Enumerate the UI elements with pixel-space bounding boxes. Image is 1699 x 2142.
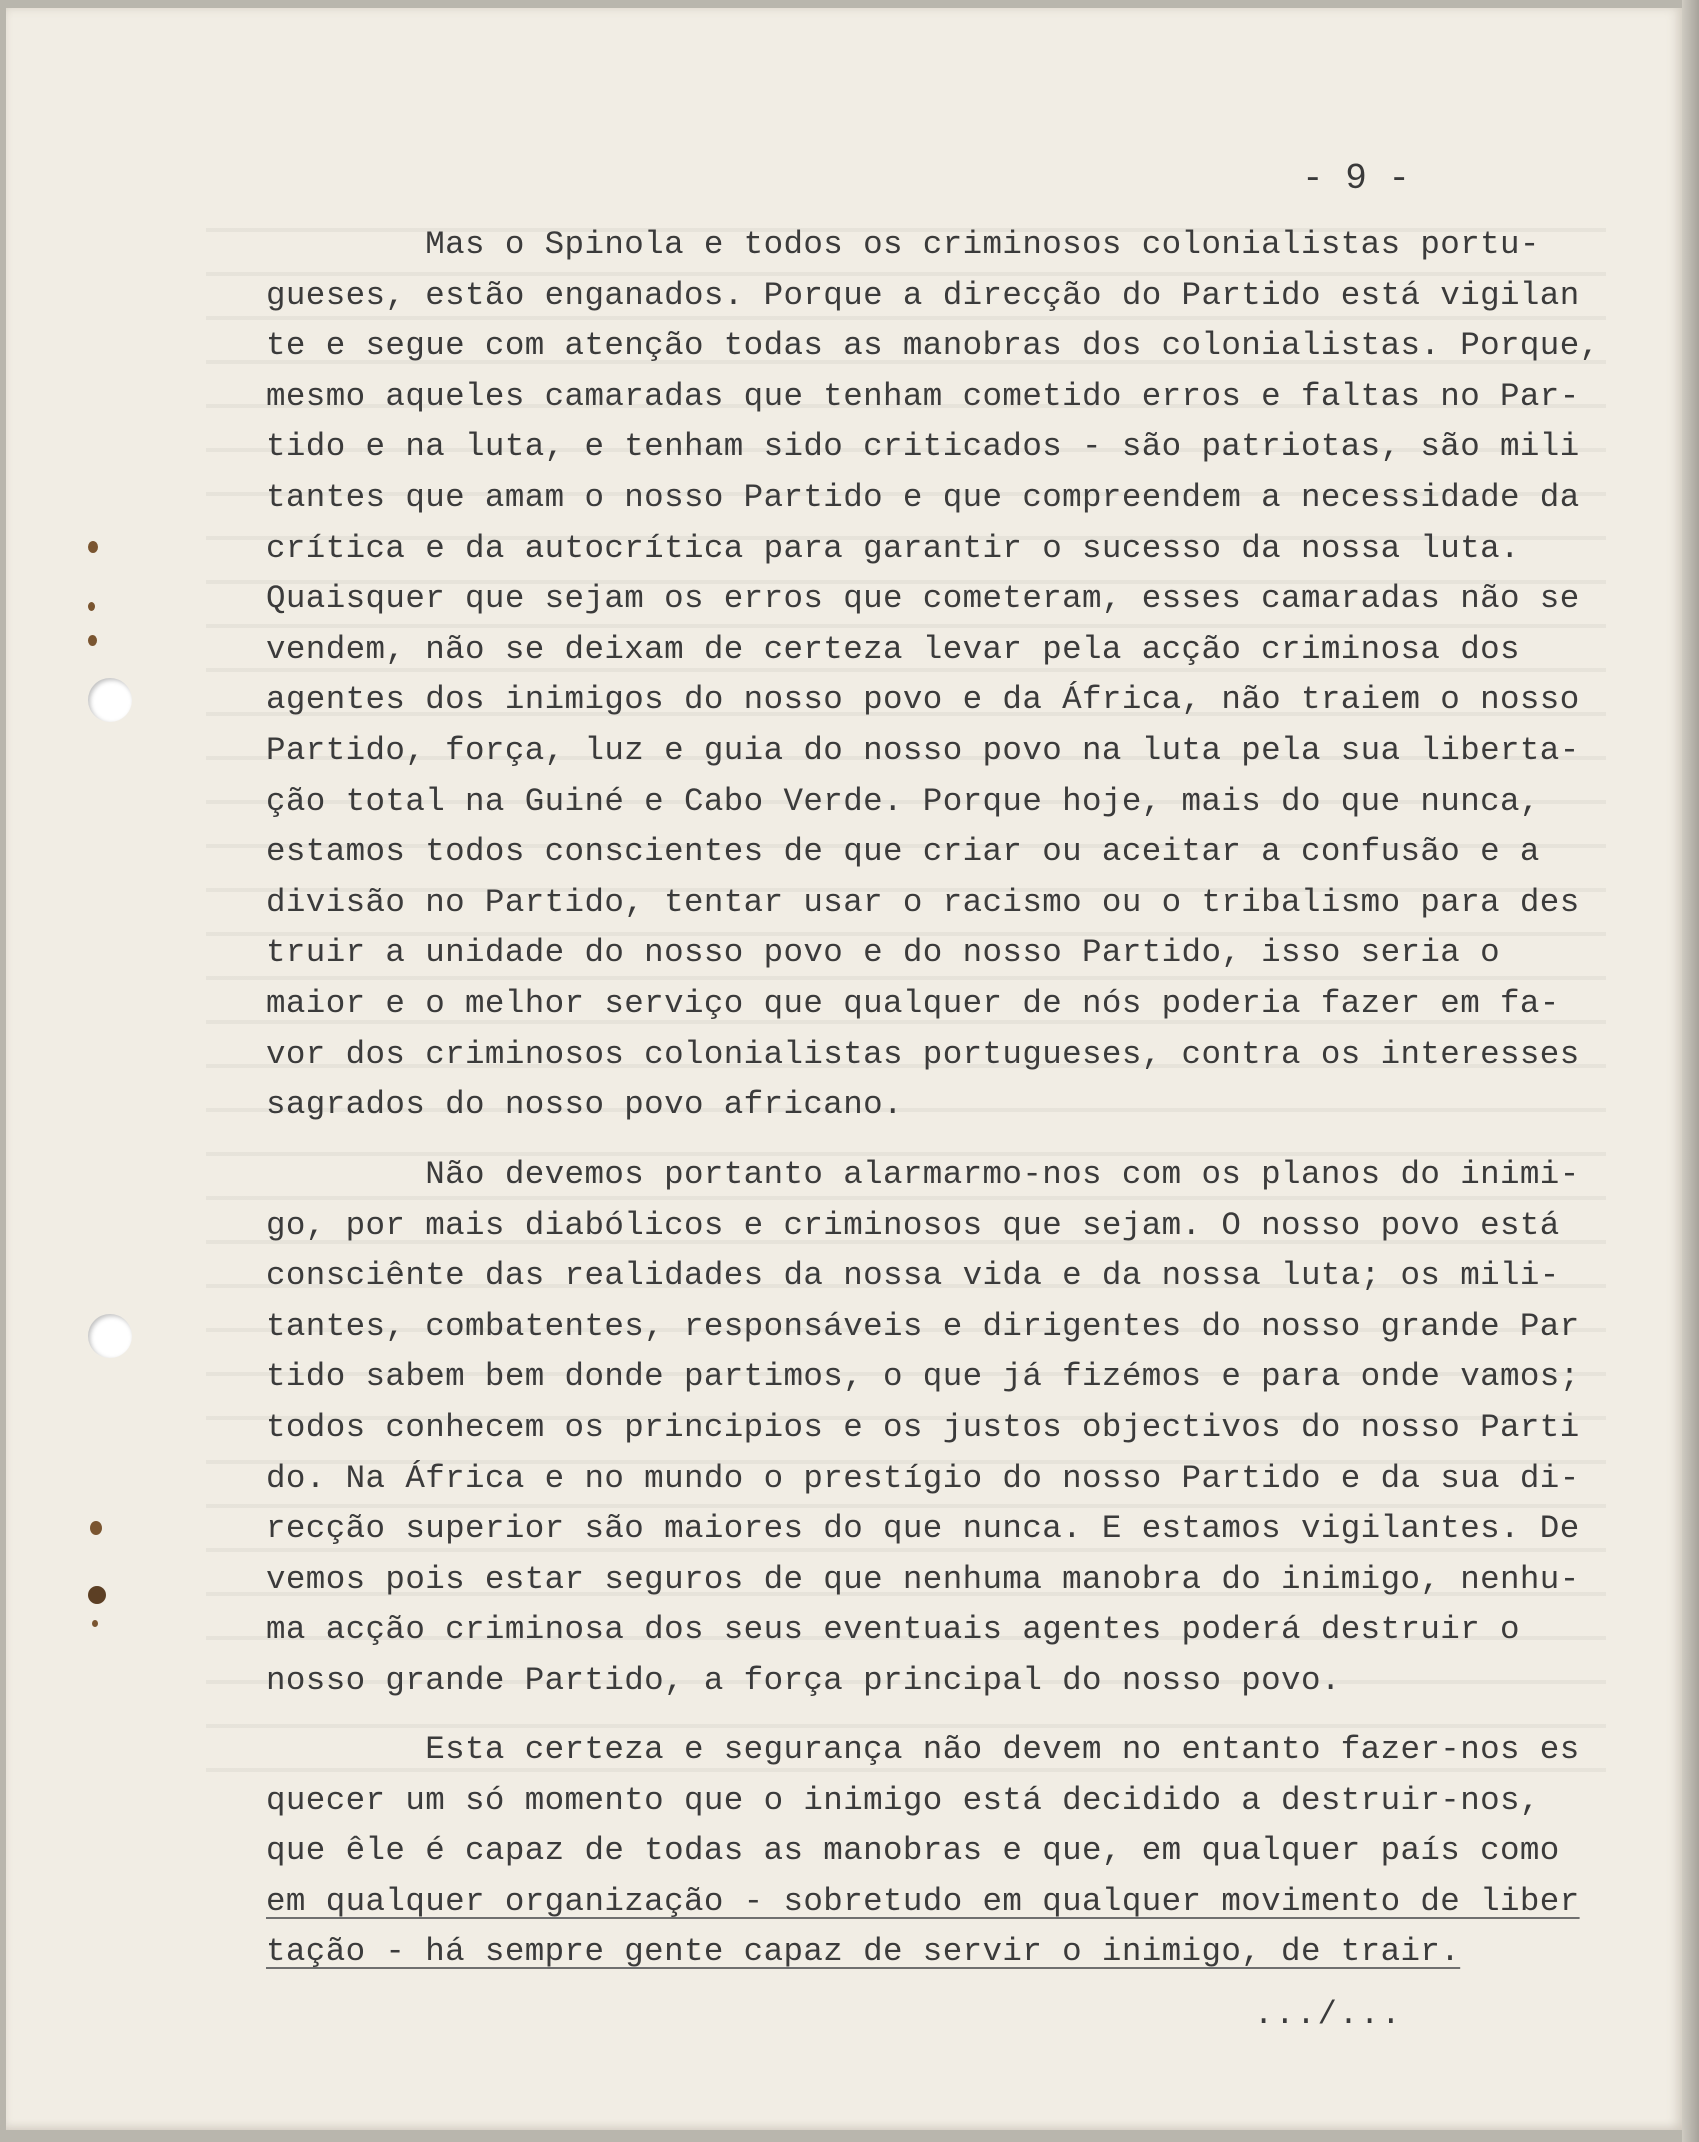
text-line: truir a unidade do nosso povo e do nosso Partido, isso seria o <box>266 934 1500 972</box>
text-line: tantes, combatentes, responsáveis e dirigentes do nosso grande Par <box>266 1307 1580 1345</box>
page-number: - 9 - <box>1302 158 1411 199</box>
text-line: consciênte das realidades da nossa vida e da nossa luta; os mili- <box>266 1257 1560 1295</box>
scan-edge <box>1682 0 1699 2142</box>
handwritten-underlined-line: tação - há sempre gente capaz de servir o inimigo, de trair. <box>266 1933 1461 1971</box>
text-line: ção total na Guiné e Cabo Verde. Porque hoje, mais do que nunca, <box>266 782 1540 820</box>
text-line: vor dos criminosos colonialistas portugueses, contra os interesses <box>266 1035 1580 1073</box>
text-line: recção superior são maiores do que nunca. E estamos vigilantes. De <box>266 1510 1580 1548</box>
text-line: que êle é capaz de todas as manobras e que, em qualquer país como <box>266 1832 1560 1870</box>
text-line: vendem, não se deixam de certeza levar pela acção criminosa dos <box>266 630 1520 668</box>
text-line: divisão no Partido, tentar usar o racismo ou o tribalismo para des <box>266 883 1580 921</box>
rust-stain <box>88 602 95 611</box>
text-line: nosso grande Partido, a força principal do nosso povo. <box>266 1661 1341 1699</box>
text-line: sagrados do nosso povo africano. <box>266 1086 903 1124</box>
rust-stain <box>88 541 98 553</box>
text-line: gueses, estão enganados. Porque a direcção do Partido está vigilan <box>266 276 1580 314</box>
handwritten-underlined-line: em qualquer organização - sobretudo em qualquer movimento de liber <box>266 1882 1580 1920</box>
text-line: vemos pois estar seguros de que nenhuma manobra do inimigo, nenhu- <box>266 1560 1580 1598</box>
text-line: crítica e da autocrítica para garantir o sucesso da nossa luta. <box>266 529 1520 567</box>
document-page <box>6 8 1682 2130</box>
text-line: Partido, força, luz e guia do nosso povo na luta pela sua liberta- <box>266 731 1580 769</box>
paragraph-2 <box>266 1150 1626 1707</box>
text-line: maior e o melhor serviço que qualquer de nós poderia fazer em fa- <box>266 984 1560 1022</box>
text-line: quecer um só momento que o inimigo está decidido a destruir-nos, <box>266 1781 1540 1819</box>
text-line: mesmo aqueles camaradas que tenham cometido erros e faltas no Par- <box>266 377 1580 415</box>
text-line: Mas o Spinola e todos os criminosos colonialistas portu- <box>266 226 1540 263</box>
paragraph-1 <box>266 220 1626 1131</box>
text-line: estamos todos conscientes de que criar ou aceitar a confusão e a <box>266 833 1540 871</box>
rust-stain <box>90 1521 102 1535</box>
text-line: Não devemos portanto alarmarmo-nos com os planos do inimi- <box>266 1156 1580 1193</box>
text-line: ma acção criminosa dos seus eventuais agentes poderá destruir o <box>266 1611 1520 1649</box>
punch-hole <box>88 1314 132 1358</box>
text-line: Esta certeza e segurança não devem no entanto fazer-nos es <box>266 1731 1580 1768</box>
rust-stain <box>88 635 97 646</box>
text-line: go, por mais diabólicos e criminosos que sejam. O nosso povo está <box>266 1206 1560 1244</box>
paragraph-3 <box>266 1725 1626 1978</box>
text-line: Quaisquer que sejam os erros que cometeram, esses camaradas não se <box>266 580 1580 618</box>
text-line: agentes dos inimigos do nosso povo e da África, não traiem o nosso <box>266 681 1580 719</box>
text-line: te e segue com atenção todas as manobras dos colonialistas. Porque, <box>266 327 1600 365</box>
text-line: do. Na África e no mundo o prestígio do nosso Partido e da sua di- <box>266 1459 1580 1497</box>
text-line: todos conhecem os principios e os justos objectivos do nosso Parti <box>266 1408 1580 1446</box>
text-line: tido sabem bem donde partimos, o que já fizémos e para onde vamos; <box>266 1358 1580 1396</box>
punch-hole <box>88 678 132 722</box>
rust-stain <box>88 1586 106 1604</box>
rust-stain <box>92 1620 98 1627</box>
continuation-mark: .../... <box>1254 1996 1403 2033</box>
text-line: tantes que amam o nosso Partido e que compreendem a necessidade da <box>266 478 1580 516</box>
text-line: tido e na luta, e tenham sido criticados - são patriotas, são mili <box>266 428 1580 466</box>
